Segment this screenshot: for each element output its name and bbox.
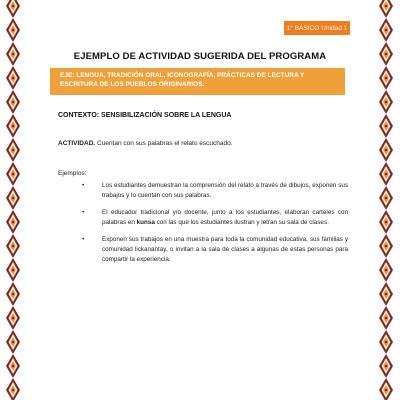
activity-line — [58, 140, 233, 147]
border-dot — [12, 365, 14, 367]
border-dot — [385, 317, 387, 319]
right-decorative-border — [379, 0, 393, 400]
bullet-icon: • — [82, 236, 85, 244]
activity-text: Cuentan con sus palabras el relato escuchado. — [97, 140, 233, 147]
examples-list — [82, 181, 348, 272]
example-text-2-before: El educador tradicional y/o docente, junto a los estudiantes, elaboran carteles con palabras en — [102, 209, 348, 226]
border-dot — [385, 101, 387, 103]
example-text-3: Exponen sus trabajos en una muestra para toda la comunidad educativa, sus familias y comunidad lickanantay, o invitan a la sala de clases a algunas de estas personas para compartir la experiencia. — [102, 236, 348, 263]
border-dot — [385, 245, 387, 247]
axis-banner — [50, 68, 345, 95]
bullet-icon: • — [82, 182, 85, 189]
border-dot — [385, 149, 387, 151]
border-dot — [12, 389, 14, 391]
examples-label: Ejemplos: — [58, 170, 87, 177]
border-dot — [385, 365, 387, 367]
list-item — [82, 181, 348, 200]
border-dot — [385, 173, 387, 175]
border-dot — [385, 77, 387, 79]
border-dot — [12, 341, 14, 343]
border-dot — [12, 293, 14, 295]
border-dot — [12, 173, 14, 175]
unit-label: Unidad 1 — [321, 24, 348, 32]
border-dot — [385, 125, 387, 127]
bullet-icon: • — [82, 209, 85, 217]
border-dot — [12, 221, 14, 223]
border-dot — [385, 341, 387, 343]
border-dot — [12, 29, 14, 31]
border-dot — [385, 269, 387, 271]
border-dot — [12, 53, 14, 55]
andean-pattern-border-right — [379, 0, 393, 400]
list-item — [82, 208, 348, 227]
border-dot — [385, 293, 387, 295]
border-dot — [385, 221, 387, 223]
page-title: EJEMPLO DE ACTIVIDAD SUGERIDA DEL PROGRAMA — [73, 51, 327, 62]
border-dot — [12, 125, 14, 127]
left-decorative-border — [6, 0, 20, 400]
context-heading: CONTEXTO: SENSIBILIZACIÓN SOBRE LA LENGUA — [58, 112, 232, 119]
border-dot — [12, 77, 14, 79]
border-dot — [12, 269, 14, 271]
border-dot — [385, 389, 387, 391]
course-unit-badge — [284, 21, 350, 35]
border-dot — [12, 317, 14, 319]
course-label: 1° BÁSICO — [286, 24, 320, 32]
list-item — [82, 235, 348, 264]
border-dot — [12, 197, 14, 199]
border-dot — [385, 197, 387, 199]
example-text-1: Los estudiantes demuestran la comprensión del relato a través de dibujos, exponen sus trabajos y lo cuentan con sus palabras. — [102, 182, 348, 199]
border-dot — [385, 53, 387, 55]
example-keyword-kunsa: kunsa — [136, 218, 155, 226]
andean-pattern-border-left — [6, 0, 20, 400]
example-text-2-after: con las que los estudiantes ilustran y letran su sala de clases. — [156, 218, 329, 226]
border-dot — [12, 149, 14, 151]
border-dot — [12, 101, 14, 103]
activity-label: ACTIVIDAD. — [58, 140, 96, 147]
border-dot — [12, 245, 14, 247]
border-dot — [385, 5, 387, 7]
border-dot — [385, 29, 387, 31]
border-dot — [12, 5, 14, 7]
axis-text: EJE: LENGUA, TRADICIÓN ORAL, ICONOGRAFÍA, PRÁCTICAS DE LECTURA Y ESCRITURA DE LOS PUEBLOS ORIGINARIOS. — [60, 72, 305, 88]
